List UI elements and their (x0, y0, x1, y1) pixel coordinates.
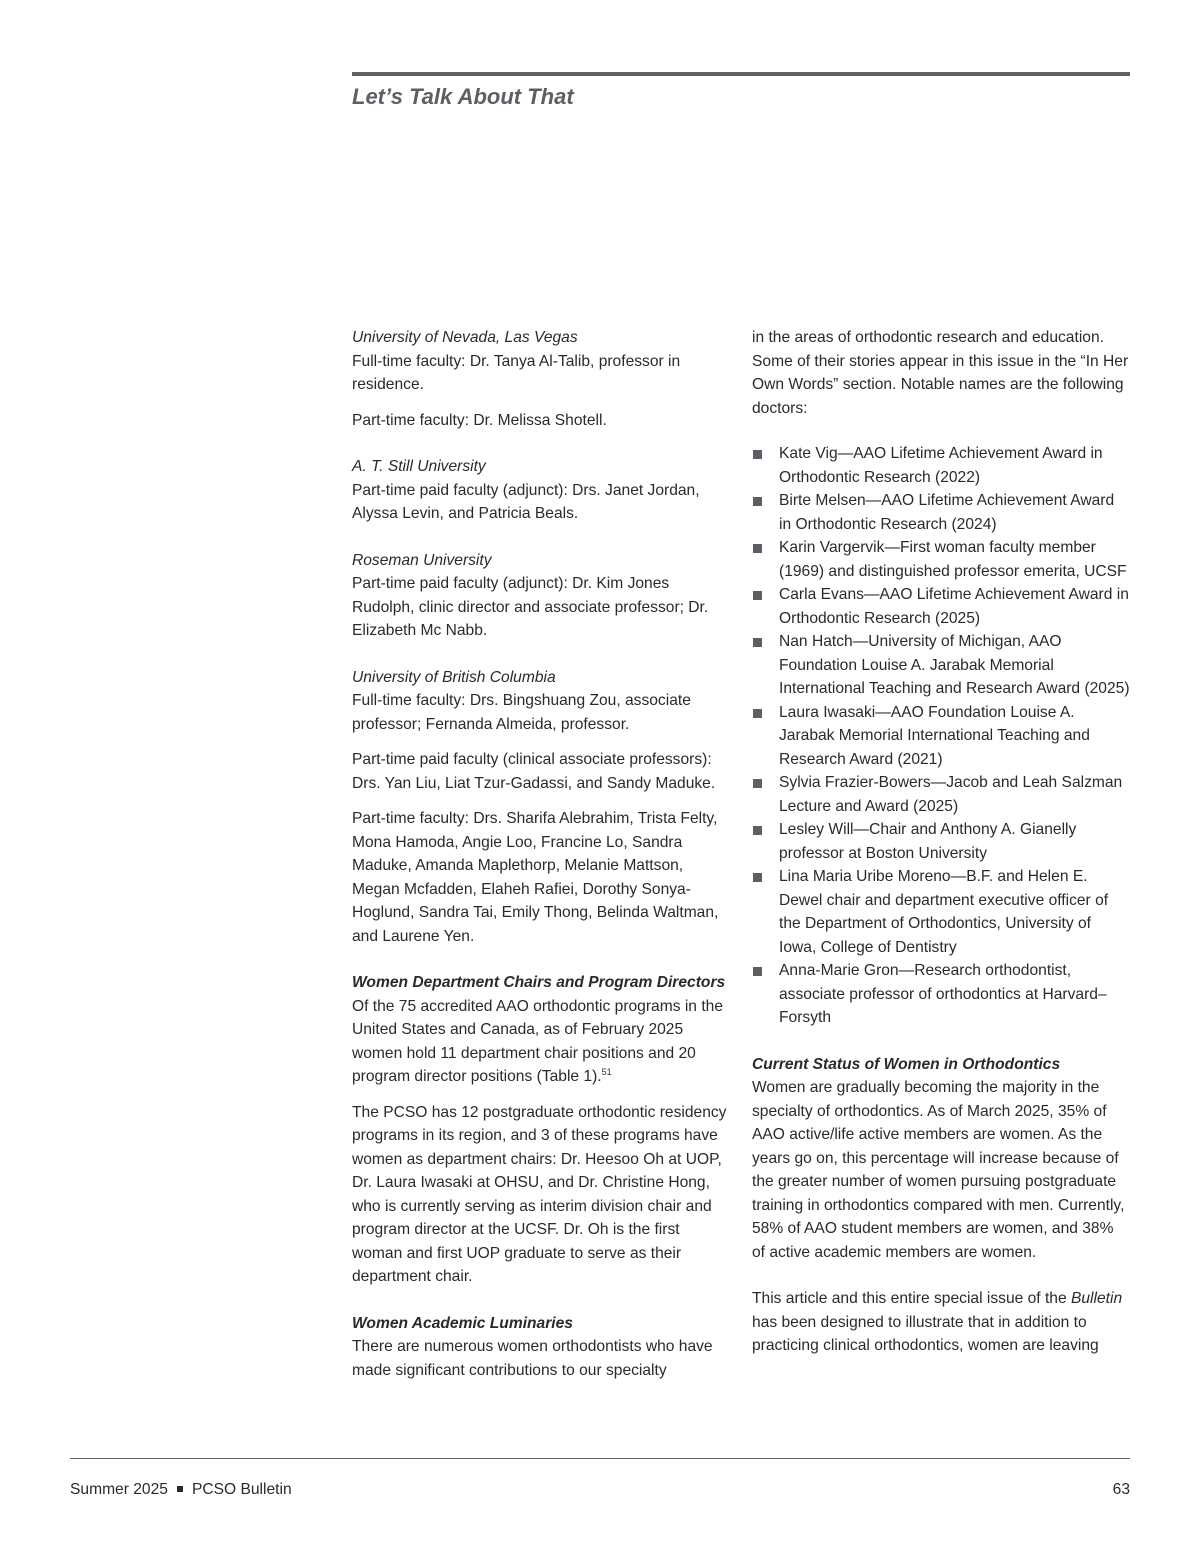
list-item-text: Lina Maria Uribe Moreno—B.F. and Helen E. Dewel chair and department executive officer of the Department of Orthodontics, University of Iowa, College of Dentistry (779, 868, 1109, 956)
faculty-paragraph: Part-time paid faculty (adjunct): Dr. Kim Jones Rudolph, clinic director and associate professor; Dr. Elizabeth Mc Nabb. (352, 575, 709, 639)
faculty-paragraph: Part-time faculty: Dr. Melissa Shotell. (352, 411, 607, 429)
square-bullet-icon (753, 826, 762, 835)
top-rule (352, 72, 1130, 76)
list-item (752, 442, 1130, 489)
body-paragraph (352, 995, 730, 1089)
list-item (752, 489, 1130, 536)
body-paragraph: in the areas of orthodontic research and education. Some of their stories appear in this issue in the “In Her Own Words” section. Notable names are the following doctors: (752, 329, 1129, 417)
list-item (752, 771, 1130, 818)
publication-name: Bulletin (1070, 1290, 1123, 1307)
square-bullet-icon (753, 450, 762, 459)
subheading-academic-luminaries: Women Academic Luminaries (352, 1314, 573, 1332)
institution-name-atsu: A. T. Still University (352, 458, 486, 475)
body-paragraph: The PCSO has 12 postgraduate orthodontic residency programs in its region, and 3 of these programs have women as department chairs: Dr. Heesoo Oh at UOP, Dr. Laura Iwasaki at OHSU, and Dr. Christine Hong, who is currently serving as interim division chair and program director at the UCSF. Dr. Oh is the first woman and first UOP graduate to serve as their department chair. (352, 1103, 727, 1285)
list-item (752, 583, 1130, 630)
square-bullet-icon (753, 779, 762, 788)
list-item-text: Birte Melsen—AAO Lifetime Achievement Award in Orthodontic Research (2024) (779, 492, 1115, 533)
page-number: 63 (1112, 1481, 1130, 1498)
institution-name-roseman: Roseman University (352, 551, 492, 569)
body-text: This article and this entire special issue of the (752, 1290, 1071, 1307)
list-item-text: Anna-Marie Gron—Research orthodontist, associate professor of orthodontics at Harvard–Forsyth (779, 962, 1107, 1026)
list-item-text: Laura Iwasaki—AAO Foundation Louise A. Jarabak Memorial International Teaching and Research Award (2021) (779, 703, 1090, 768)
square-bullet-icon (753, 709, 762, 718)
list-item (752, 865, 1130, 959)
body-paragraph (752, 1287, 1130, 1358)
square-separator-icon (177, 1486, 183, 1492)
list-item (752, 536, 1130, 583)
list-item-text: Kate Vig—AAO Lifetime Achievement Award in Orthodontic Research (2022) (779, 445, 1103, 486)
faculty-paragraph: Part-time paid faculty (clinical associate professors): Drs. Yan Liu, Liat Tzur-Gadassi, and Sandy Maduke. (352, 751, 716, 792)
section-header: Let’s Talk About That (352, 84, 574, 109)
list-item (752, 959, 1130, 1030)
list-item-text: Nan Hatch—University of Michigan, AAO Foundation Louise A. Jarabak Memorial International Teaching and Research Award (2025) (779, 633, 1130, 697)
institution-name-unlv: University of Nevada, Las Vegas (352, 329, 578, 346)
honorees-list (752, 442, 1130, 1030)
body-paragraph: Women are gradually becoming the majority in the specialty of orthodontics. As of March 2025, 35% of AAO active/life active members are women. As the years go on, this percentage will increase because of the greater number of women pursuing postgraduate training in orthodontics compared with men. Currently, 58% of AAO student members are women, and 38% of active academic members are women. (752, 1079, 1125, 1261)
square-bullet-icon (753, 873, 762, 882)
list-item-text: Lesley Will—Chair and Anthony A. Gianelly professor at Boston University (779, 821, 1077, 862)
square-bullet-icon (753, 497, 762, 506)
right-column (752, 326, 1130, 1358)
institution-name-ubc: University of British Columbia (352, 668, 556, 686)
square-bullet-icon (753, 967, 762, 976)
list-item-text: Karin Vargervik—First woman faculty member (1969) and distinguished professor emerita, UCSF (779, 539, 1127, 580)
square-bullet-icon (753, 591, 762, 600)
body-text: Of the 75 accredited AAO orthodontic programs in the United States and Canada, as of February 2025 women hold 11 department chair positions and 20 program director positions (Table 1). (352, 997, 723, 1085)
square-bullet-icon (753, 638, 762, 647)
left-column (352, 326, 730, 1382)
footer-rule (70, 1458, 1130, 1459)
faculty-paragraph: Part-time paid faculty (adjunct): Drs. Janet Jordan, Alyssa Levin, and Patricia Beals. (352, 481, 700, 522)
body-paragraph: There are numerous women orthodontists who have made significant contributions to our specialty (352, 1338, 713, 1379)
list-item-text: Sylvia Frazier-Bowers—Jacob and Leah Salzman Lecture and Award (2025) (779, 774, 1123, 815)
list-item (752, 701, 1130, 772)
list-item-text: Carla Evans—AAO Lifetime Achievement Award in Orthodontic Research (2025) (779, 586, 1129, 627)
body-text: has been designed to illustrate that in addition to practicing clinical orthodontics, women are leaving (752, 1313, 1099, 1354)
square-bullet-icon (753, 544, 762, 553)
list-item (752, 630, 1130, 701)
footer-publication: PCSO Bulletin (191, 1481, 292, 1498)
list-item (752, 818, 1130, 865)
subheading-department-chairs: Women Department Chairs and Program Directors (352, 974, 726, 991)
footer-issue: Summer 2025 (70, 1481, 168, 1498)
faculty-paragraph: Part-time faculty: Drs. Sharifa Alebrahim, Trista Felty, Mona Hamoda, Angie Loo, Francine Lo, Sandra Maduke, Amanda Maplethorp, Melanie Mattson, Megan Mcfadden, Elaheh Rafiei, Dorothy Sonya-Hoglund, Sandra Tai, Emily Thong, Belinda Waltman, and Laurene Yen. (352, 810, 719, 945)
footer-left (70, 1481, 292, 1499)
faculty-paragraph: Full-time faculty: Drs. Bingshuang Zou, associate professor; Fernanda Almeida, professor. (352, 692, 691, 733)
subheading-current-status: Current Status of Women in Orthodontics (752, 1055, 1061, 1073)
reference-superscript: 51 (601, 1066, 612, 1077)
faculty-paragraph: Full-time faculty: Dr. Tanya Al-Talib, professor in residence. (352, 352, 681, 393)
